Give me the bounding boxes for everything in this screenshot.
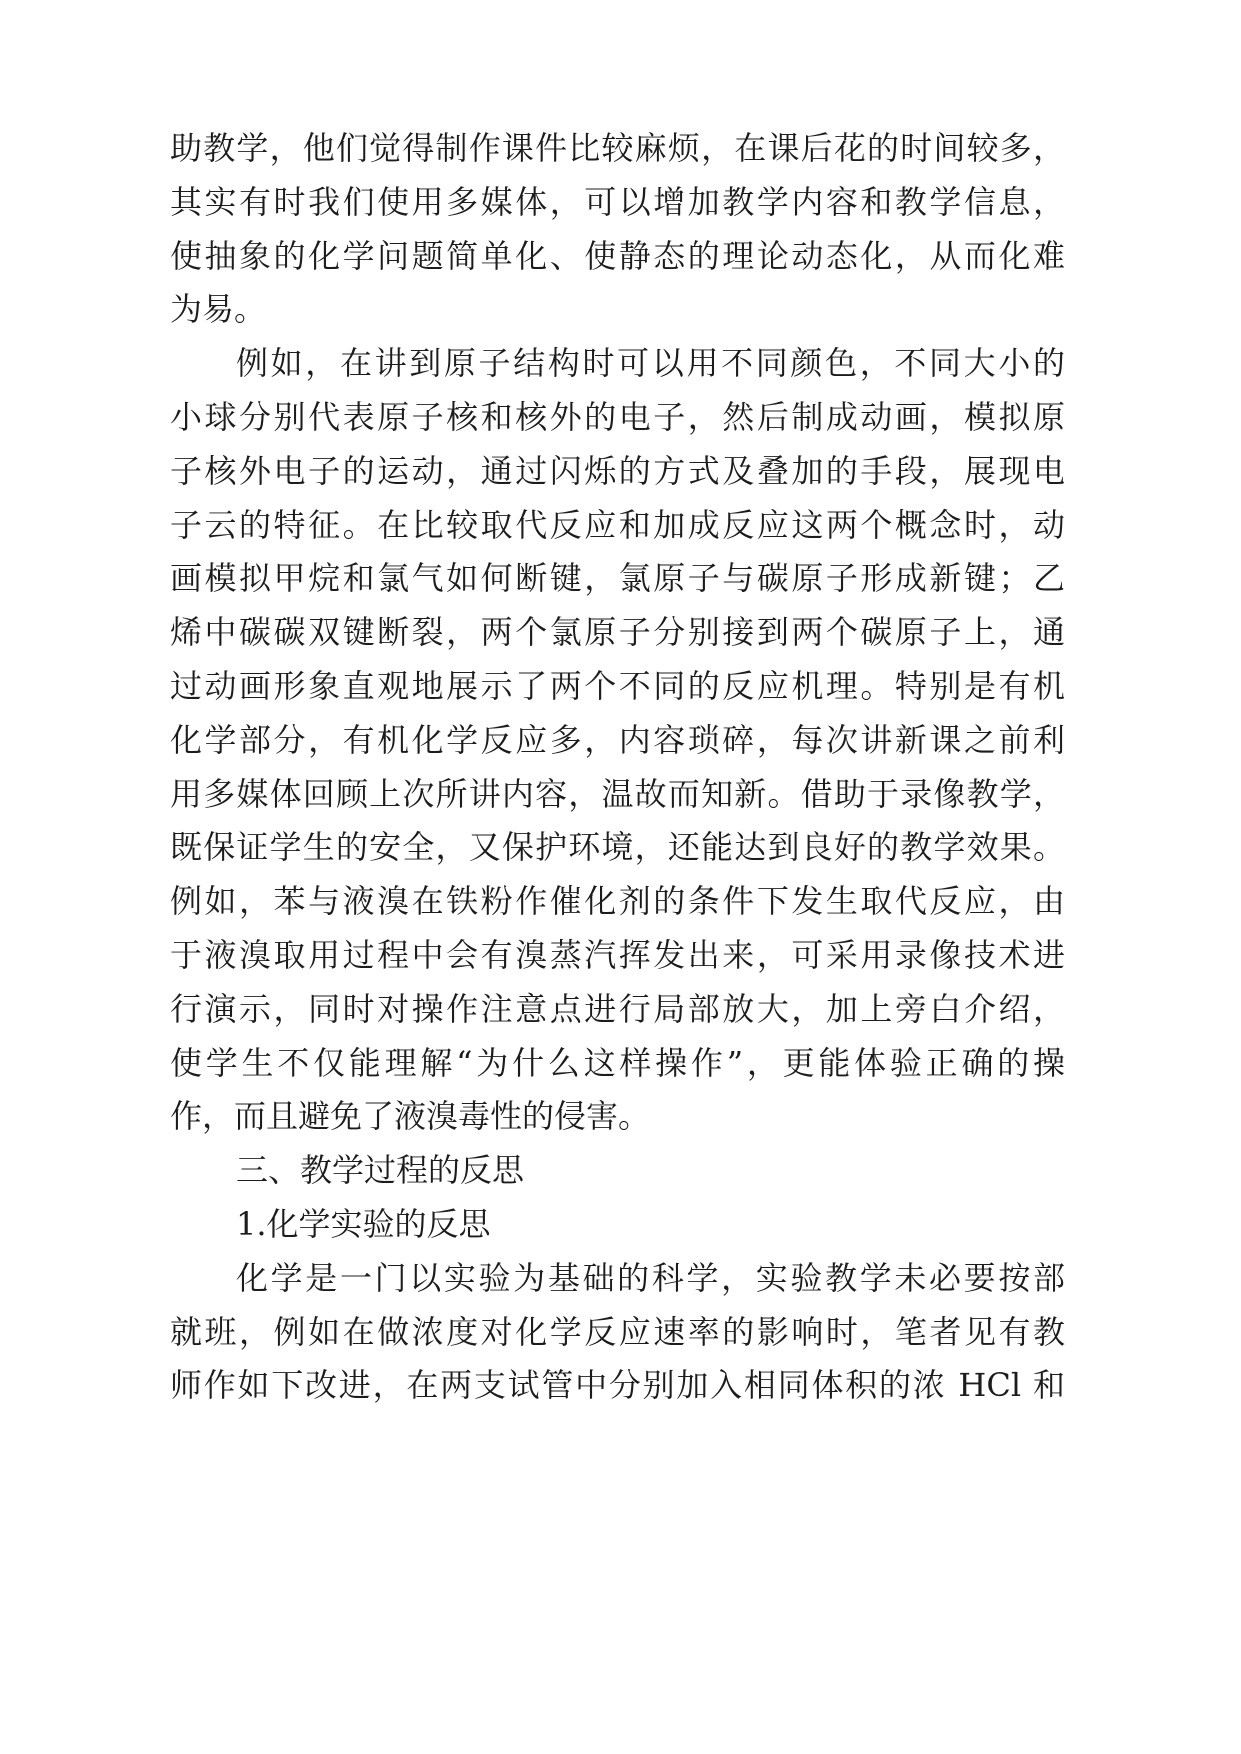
text-line: 用多媒体回顾上次所讲内容，温故而知新。借助于录像教学， [170,774,1065,813]
text-line: 例如，在讲到原子结构时可以用不同颜色，不同大小的 [236,344,1065,383]
text-line: 其实有时我们使用多媒体，可以增加教学内容和教学信息， [170,182,1065,221]
text-line: 既保证学生的安全，又保护环境，还能达到良好的教学效果。 [170,828,1065,867]
text-line: 烯中碳碳双键断裂，两个氯原子分别接到两个碳原子上，通 [170,613,1065,652]
text-line: 过动画形象直观地展示了两个不同的反应机理。特别是有机 [170,666,1065,705]
text-line: 例如，苯与液溴在铁粉作催化剂的条件下发生取代反应，由 [170,882,1065,921]
text-line: 画模拟甲烷和氯气如何断键，氯原子与碳原子形成新键；乙 [170,559,1065,598]
section-heading [170,1144,1065,1198]
text-line: 化学部分，有机化学反应多，内容琐碎，每次讲新课之前利 [170,720,1065,759]
text-line: 子云的特征。在比较取代反应和加成反应这两个概念时，动 [170,505,1065,544]
text-line: 于液溴取用过程中会有溴蒸汽挥发出来，可采用录像技术进 [170,935,1065,974]
text-line: 作，而且避免了液溴毒性的侵害。 [170,1097,651,1136]
paragraph [170,122,1065,337]
body-text [170,122,1065,1413]
text-line: 化学是一门以实验为基础的科学，实验教学未必要按部 [236,1258,1065,1297]
text-line: 为易。 [170,290,267,329]
text-line: 行演示，同时对操作注意点进行局部放大，加上旁白介绍， [170,989,1065,1028]
text-line: 师作如下改进，在两支试管中分别加入相同体积的浓 HCl 和 [170,1366,1065,1405]
section-heading-text: 三、教学过程的反思 [236,1151,525,1190]
text-line: 就班，例如在做浓度对化学反应速率的影响时，笔者见有教 [170,1312,1065,1351]
text-line: 子核外电子的运动，通过闪烁的方式及叠加的手段，展现电 [170,451,1065,490]
paragraph [170,337,1065,1144]
paragraph [170,1252,1065,1413]
text-line: 助教学，他们觉得制作课件比较麻烦，在课后花的时间较多， [170,129,1065,167]
text-line: 使抽象的化学问题简单化、使静态的理论动态化，从而化难 [170,236,1065,275]
text-line: 使学生不仅能理解“为什么这样操作”，更能体验正确的操 [170,1043,1065,1082]
text-line: 小球分别代表原子核和核外的电子，然后制成动画，模拟原 [170,397,1065,436]
subsection-heading [170,1198,1065,1252]
subsection-heading-text: 1.化学实验的反思 [236,1204,491,1243]
